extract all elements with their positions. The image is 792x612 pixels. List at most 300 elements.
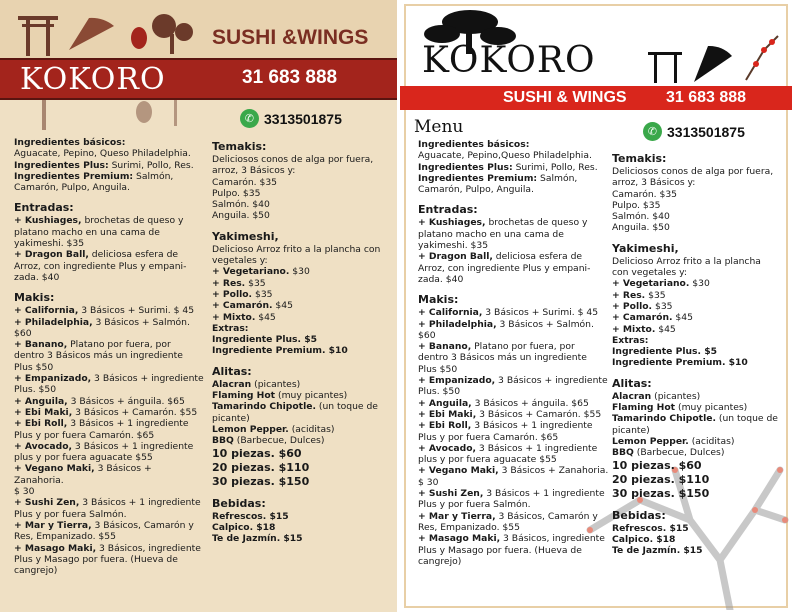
- menu-item-text: deliciosa esfera de: [88, 249, 179, 261]
- menu-item-text: Camarón, Pulpo, Anguila.: [418, 184, 534, 196]
- whatsapp-icon: ✆: [240, 109, 259, 128]
- menu-line: [212, 379, 392, 390]
- menu-item-text: $ 30: [14, 486, 35, 498]
- brand-logo: KOKORO: [20, 62, 166, 97]
- menu-item-name: + Anguila,: [14, 395, 68, 407]
- fan-icon: [69, 18, 114, 50]
- price-line: 20 piezas. $110: [212, 460, 310, 474]
- menu-item-text: dentro 3 Básicos más un ingrediente: [418, 352, 587, 364]
- menu-line: [14, 463, 204, 486]
- menu-item-name: Lemon Pepper.: [612, 435, 689, 447]
- menu-item-name: + Ebi Maki,: [14, 406, 73, 418]
- menu-line: [14, 148, 204, 159]
- menu-item-text: 3 Básicos + Salmón.: [92, 316, 190, 328]
- menu-line: [14, 362, 204, 373]
- menu-item-text: 3 Básicos + ingrediente: [495, 375, 608, 387]
- menu-item-name: + California,: [418, 307, 483, 319]
- menu-line: [212, 390, 392, 401]
- menu-line: [418, 409, 610, 420]
- menu-item-name: BBQ: [612, 447, 634, 459]
- menu-line: [418, 398, 610, 409]
- menu-line: [418, 184, 610, 195]
- menu-item-name: + Ebi Roll,: [418, 420, 472, 432]
- menu-item-text: Camarón. $35: [612, 188, 678, 200]
- menu-line: [612, 312, 788, 323]
- menu-item-name: + Avocado,: [418, 442, 477, 454]
- menu-line: [418, 341, 610, 352]
- section-heading: Alitas:: [612, 376, 652, 390]
- menu-item-text: $30: [289, 266, 310, 278]
- menu-line: [612, 177, 788, 188]
- menu-line: [612, 391, 788, 402]
- brand-subtitle: SUSHI & WINGS: [503, 89, 627, 106]
- menu-item-text: 3 Básicos, ingrediente: [96, 542, 201, 554]
- menu-item-text: 3 Básicos, Camarón y: [91, 519, 194, 531]
- menu-line: [14, 520, 204, 531]
- menu-line: [14, 396, 204, 407]
- spacer: [612, 234, 788, 242]
- menu-item-text: yakimeshi. $35: [418, 240, 489, 252]
- menu-line: [212, 266, 392, 277]
- menu-line: [418, 217, 610, 228]
- menu-item-name: + Masago Maki,: [418, 533, 501, 545]
- menu-item-text: Salmón. $40: [212, 199, 270, 211]
- menu-line: [212, 522, 392, 533]
- menu-item-name: + Res.: [212, 277, 246, 289]
- menu-line: [212, 188, 392, 199]
- spacer: [212, 222, 392, 230]
- section-heading: Makis:: [14, 291, 55, 305]
- menu-line: [14, 305, 204, 316]
- menu-line: [612, 267, 788, 278]
- menu-line: [418, 251, 610, 262]
- menu-line: [14, 554, 204, 565]
- menu-item-name: + Dragon Ball,: [418, 251, 493, 263]
- menu-item-text: (aciditas): [688, 435, 735, 447]
- menu-line: [14, 373, 204, 384]
- menu-item-text: 3 Básicos, Camarón y: [495, 510, 598, 522]
- menu-item-text: 3 Básicos + 1 ingrediente: [67, 418, 189, 430]
- menu-line: [612, 166, 788, 177]
- spacer: [612, 501, 788, 509]
- section-heading: Temakis:: [612, 152, 667, 165]
- menu-item-name: + Avocado,: [14, 440, 73, 452]
- menu-item-text: Camarón, Pulpo, Anguila.: [14, 182, 130, 194]
- menu-item-text: zada. $40: [14, 271, 60, 283]
- menu-item-text: 3 Básicos + 1 ingrediente: [79, 497, 201, 509]
- menu-item-text: cangrejo): [14, 565, 58, 577]
- menu-line: [612, 290, 788, 301]
- menu-item-text: 3 Básicos + Zanahoria.: [498, 465, 609, 477]
- menu-item-name: + Dragon Ball,: [14, 249, 89, 261]
- menu-item-text: Camarón. $35: [212, 176, 278, 188]
- menu-item-text: 3 Básicos + 1 ingrediente: [476, 442, 598, 454]
- menu-item-text: Salmón,: [133, 170, 174, 182]
- menu-item-name: Ingrediente Plus. $5: [212, 334, 317, 346]
- fan-icon: [694, 46, 732, 82]
- menu-item-name: + Vegetariano.: [212, 266, 290, 278]
- spacer: [418, 285, 610, 293]
- menu-line: [612, 222, 788, 233]
- section-heading: Yakimeshi,: [612, 241, 679, 255]
- menu-line: [612, 256, 788, 267]
- menu-item-name: + Pollo.: [212, 288, 253, 300]
- torii-gate-icon: [648, 52, 682, 83]
- menu-line: [14, 272, 204, 283]
- menu-item-text: Plus $50: [418, 363, 458, 375]
- menu-item-text: platano macho en una cama de: [418, 228, 564, 240]
- menu-line: [418, 330, 610, 341]
- section-heading: Alitas:: [212, 364, 252, 378]
- menu-item-name: Ingrediente Plus. $5: [612, 346, 717, 358]
- menu-line: [212, 424, 392, 435]
- menu-line: [14, 452, 204, 463]
- whatsapp-number: 3313501875: [667, 123, 745, 140]
- menu-line: [612, 436, 788, 447]
- menu-line: [14, 249, 204, 260]
- menu-item-text: Delicioso Arroz frito a la plancha con: [212, 243, 381, 255]
- menu-line: [418, 420, 610, 431]
- menu-item-name: Refrescos. $15: [212, 510, 289, 522]
- menu-item-text: vegetales y:: [212, 255, 268, 267]
- menu-line: [418, 173, 610, 184]
- menu-item-text: Anguila. $50: [612, 222, 670, 234]
- menu-line: [612, 335, 788, 346]
- menu-line: [212, 511, 392, 522]
- menu-line: [14, 418, 204, 429]
- menu-item-name: Te de Jazmín. $15: [612, 545, 703, 557]
- menu-item-text: 3 Básicos + 1 ingrediente: [483, 488, 605, 500]
- menu-item-name: + Mar y Tierra,: [14, 519, 92, 531]
- menu-column-ingredients-makis: [418, 139, 610, 567]
- menu-line: [14, 441, 204, 452]
- menu-line: [14, 160, 204, 171]
- menu-line: [418, 162, 610, 173]
- menu-line: [212, 177, 392, 188]
- cherry-blossom-branch-icon: [746, 36, 778, 80]
- spacer: [418, 195, 610, 203]
- menu-line: [14, 227, 204, 238]
- menu-item-text: Plus y por fuera Salmón.: [14, 508, 127, 520]
- menu-line: [14, 531, 204, 542]
- menu-item-name: Flaming Hot: [612, 402, 676, 414]
- menu-line: [418, 375, 610, 386]
- menu-line: [212, 345, 392, 356]
- menu-item-text: Aguacate, Pepino,Queso Philadelphia.: [418, 150, 592, 162]
- menu-line: [418, 488, 610, 499]
- menu-line: [418, 443, 610, 454]
- price-line: 10 piezas. $60: [612, 458, 702, 472]
- menu-line: [612, 200, 788, 211]
- menu-line: [212, 413, 392, 424]
- menu-line: [212, 278, 392, 289]
- menu-line: [612, 534, 788, 545]
- menu-item-text: deliciosa esfera de: [492, 251, 583, 263]
- menu-item-name: Alacran: [612, 390, 652, 402]
- menu-line: [212, 244, 392, 255]
- menu-line: [418, 263, 610, 274]
- menu-item-name: + Sushi Zen,: [418, 488, 484, 500]
- menu-line: [14, 317, 204, 328]
- menu-item-text: Plus y Masago por fuera. (Hueva de: [418, 544, 582, 556]
- menu-item-text: 3 Básicos + 1 ingrediente: [471, 420, 593, 432]
- menu-line: [418, 477, 610, 488]
- menu-item-text: 3 Básicos + ingrediente: [91, 373, 204, 385]
- section-heading: Makis:: [418, 293, 459, 307]
- menu-item-name: + Pollo.: [612, 300, 653, 312]
- menu-item-text: 3 Básicos + Surimi. $ 45: [482, 307, 599, 319]
- menu-item-text: 3 Básicos + ánguila. $65: [471, 397, 589, 409]
- menu-item-text: (un toque de: [315, 401, 378, 413]
- section-heading: Temakis:: [212, 140, 267, 153]
- menu-line: [212, 401, 392, 412]
- menu-item-name: Tamarindo Chipotle.: [612, 413, 716, 425]
- menu-line: [418, 545, 610, 556]
- menu-item-name: Refrescos. $15: [612, 522, 689, 534]
- menu-item-name: + California,: [14, 305, 79, 317]
- menu-line: [212, 312, 392, 323]
- menu-item-text: Deliciosos conos de alga por fuera,: [612, 166, 774, 177]
- menu-line: [14, 407, 204, 418]
- menu-line: [612, 523, 788, 534]
- menu-line: [612, 189, 788, 200]
- spacer: [612, 369, 788, 377]
- menu-item-name: Ingrediente Premium. $10: [612, 357, 748, 369]
- menu-item-text: Res, Empanizado. $55: [14, 531, 116, 543]
- menu-column-temakis-bebidas: [612, 152, 788, 556]
- menu-item-name: + Vegano Maki,: [14, 463, 95, 475]
- section-heading: Yakimeshi,: [212, 229, 279, 243]
- menu-line: [14, 543, 204, 554]
- menu-line: [418, 229, 610, 240]
- menu-item-text: (picantes): [251, 378, 301, 390]
- menu-item-name: + Res.: [612, 289, 646, 301]
- menu-line: [418, 432, 610, 443]
- menu-item-name: BBQ: [212, 435, 234, 447]
- menu-item-name: Alacran: [212, 378, 252, 390]
- menu-item-text: 3 Básicos + Camarón. $55: [72, 406, 198, 418]
- price-line: 10 piezas. $60: [212, 446, 302, 460]
- menu-item-text: Deliciosos conos de alga por fuera,: [212, 154, 374, 165]
- header-decor-icons: [646, 30, 786, 86]
- menu-item-name: + Mixto.: [212, 311, 256, 323]
- menu-item-text: zada. $40: [418, 273, 464, 285]
- menu-line: [612, 278, 788, 289]
- menu-heading: Menu: [414, 117, 464, 137]
- menu-item-name: + Camarón.: [612, 312, 673, 324]
- whatsapp-contact: [643, 122, 745, 141]
- menu-line: [418, 454, 610, 465]
- menu-line: [612, 545, 788, 556]
- menu-line: [14, 261, 204, 272]
- menu-line: [418, 150, 610, 161]
- menu-item-name: + Vegetariano.: [612, 278, 690, 290]
- menu-line: [14, 137, 204, 148]
- menu-item-text: (aciditas): [288, 423, 335, 435]
- menu-line: [418, 386, 610, 397]
- menu-line: [14, 339, 204, 350]
- price-line: 30 piezas. $150: [612, 486, 710, 500]
- menu-item-text: Pulpo. $35: [612, 199, 661, 211]
- menu-line: [418, 139, 610, 150]
- menu-item-text: Plus. $50: [14, 384, 57, 396]
- menu-item-name: Extras:: [212, 322, 249, 334]
- menu-item-name: Te de Jazmín. $15: [212, 533, 303, 545]
- brand-subtitle: SUSHI &WINGS: [212, 26, 369, 49]
- right-menu-panel: [400, 0, 792, 612]
- menu-item-name: + Ebi Maki,: [418, 408, 477, 420]
- menu-item-text: Salmón. $40: [612, 211, 670, 223]
- menu-line: [612, 346, 788, 357]
- menu-line: [418, 307, 610, 318]
- menu-item-text: Res, Empanizado. $55: [418, 521, 520, 533]
- menu-line: [14, 384, 204, 395]
- menu-item-text: Plus. $50: [418, 386, 461, 398]
- menu-item-text: Pulpo. $35: [212, 187, 261, 199]
- menu-item-text: $30: [689, 278, 710, 290]
- menu-item-text: Plus y por fuera Camarón. $65: [418, 431, 559, 443]
- menu-item-text: 3 Básicos + ánguila. $65: [67, 395, 185, 407]
- menu-line: [418, 319, 610, 330]
- menu-item-text: (Barbecue, Dulces): [233, 435, 325, 447]
- menu-line: [418, 352, 610, 363]
- menu-item-text: Platano por fuera, por: [67, 339, 171, 351]
- menu-column-ingredients-makis: [14, 137, 204, 576]
- menu-item-text: 3 Básicos + 1 ingrediente: [72, 440, 194, 452]
- spacer: [14, 193, 204, 201]
- menu-item-text: Surimi, Pollo, Res.: [512, 161, 598, 173]
- menu-line: [14, 565, 204, 576]
- menu-line: [612, 324, 788, 335]
- menu-item-name: + Kushiages,: [418, 217, 486, 229]
- menu-line: [612, 211, 788, 222]
- menu-item-text: 3 Básicos, ingrediente: [500, 533, 605, 545]
- menu-item-text: (un toque de: [715, 413, 778, 425]
- menu-item-text: Plus $50: [14, 361, 54, 373]
- menu-item-name: Flaming Hot: [212, 390, 276, 402]
- menu-line: [212, 435, 392, 446]
- whatsapp-number: 3313501875: [264, 110, 342, 127]
- menu-item-name: + Philadelphia,: [418, 318, 497, 330]
- menu-line: [212, 300, 392, 311]
- bonsai-icon: [152, 14, 193, 54]
- menu-line: [14, 497, 204, 508]
- menu-item-text: plus y por fuera aguacate $55: [418, 454, 557, 466]
- menu-item-text: 3 Básicos + Camarón. $55: [476, 408, 602, 420]
- menu-item-text: Delicioso Arroz frito a la plancha: [612, 255, 761, 267]
- menu-item-name: + Mixto.: [612, 323, 656, 335]
- menu-line: [612, 413, 788, 424]
- menu-line: [612, 402, 788, 413]
- menu-line: [212, 289, 392, 300]
- menu-item-text: plus y por fuera aguacate $55: [14, 452, 153, 464]
- menu-item-name: Lemon Pepper.: [212, 423, 289, 435]
- menu-item-name: + Camarón.: [212, 300, 273, 312]
- spacer: [14, 283, 204, 291]
- whatsapp-icon: ✆: [643, 122, 662, 141]
- menu-item-name: + Anguila,: [418, 397, 472, 409]
- menu-line: [418, 240, 610, 251]
- spacer: [212, 489, 392, 497]
- menu-line: [418, 499, 610, 510]
- phone-number: 31 683 888: [666, 89, 747, 106]
- menu-item-text: $45: [255, 311, 276, 323]
- menu-item-name: + Philadelphia,: [14, 316, 93, 328]
- menu-line: [14, 350, 204, 361]
- brand-logo: KOKORO: [422, 40, 596, 81]
- price-line: 20 piezas. $110: [612, 472, 710, 486]
- menu-item-text: $35: [245, 277, 266, 289]
- menu-line: [14, 486, 204, 497]
- menu-item-text: (Barbecue, Dulces): [633, 447, 725, 459]
- menu-column-temakis-bebidas: [212, 140, 392, 544]
- menu-item-text: $60: [14, 327, 32, 339]
- menu-line: [418, 274, 610, 285]
- menu-line: [212, 334, 392, 345]
- menu-item-name: Extras:: [612, 334, 649, 346]
- menu-item-name: + Masago Maki,: [14, 542, 97, 554]
- menu-line: [212, 199, 392, 210]
- menu-item-name: Ingredientes Plus:: [418, 161, 513, 173]
- menu-item-text: Plus y por fuera Salmón.: [418, 499, 531, 511]
- menu-line: [418, 465, 610, 476]
- menu-item-text: 3 Básicos + Surimi. $ 45: [78, 305, 195, 317]
- menu-item-name: Ingredientes básicos:: [418, 139, 530, 150]
- menu-item-text: Salmón,: [537, 172, 578, 184]
- menu-line: [14, 509, 204, 520]
- menu-line: [212, 210, 392, 221]
- menu-item-text: arroz, 3 Básicos y:: [612, 177, 696, 189]
- menu-item-name: + Banano,: [14, 339, 68, 351]
- menu-line: [212, 533, 392, 544]
- menu-item-text: Arroz, con ingrediente Plus y empani-: [418, 262, 591, 274]
- menu-line: [612, 447, 788, 458]
- menu-item-text: Plus y por fuera Camarón. $65: [14, 429, 155, 441]
- menu-item-text: Plus y Masago por fuera. (Hueva de: [14, 553, 178, 565]
- menu-item-text: (picantes): [651, 390, 701, 402]
- menu-item-name: + Mar y Tierra,: [418, 510, 496, 522]
- menu-line: [212, 323, 392, 334]
- menu-item-text: Platano por fuera, por: [471, 341, 575, 353]
- menu-line: [14, 238, 204, 249]
- menu-line: [418, 556, 610, 567]
- menu-item-text: $35: [652, 300, 673, 312]
- menu-line: [612, 357, 788, 368]
- section-heading: Entradas:: [418, 203, 478, 217]
- menu-item-text: $35: [252, 288, 273, 300]
- section-heading: Bebidas:: [612, 508, 666, 522]
- menu-line: [418, 364, 610, 375]
- menu-item-name: + Sushi Zen,: [14, 497, 80, 509]
- spacer: [212, 357, 392, 365]
- menu-item-text: brochetas de queso y: [485, 217, 588, 229]
- menu-item-text: (muy picantes): [675, 402, 748, 414]
- menu-line: [14, 328, 204, 339]
- menu-item-text: $45: [672, 312, 693, 324]
- menu-line: [418, 511, 610, 522]
- menu-item-text: arroz, 3 Básicos y:: [212, 165, 296, 177]
- phone-number: 31 683 888: [242, 67, 338, 88]
- menu-item-text: $35: [645, 289, 666, 301]
- menu-line: [212, 165, 392, 176]
- menu-line: [418, 522, 610, 533]
- menu-item-text: 3 Básicos + Zanahoria.: [14, 463, 152, 486]
- menu-item-name: Tamarindo Chipotle.: [212, 401, 316, 413]
- price-line: 30 piezas. $150: [212, 474, 310, 488]
- menu-item-text: Anguila. $50: [212, 210, 270, 222]
- menu-item-name: + Kushiages,: [14, 215, 82, 227]
- menu-item-name: Ingredientes Plus:: [14, 159, 109, 171]
